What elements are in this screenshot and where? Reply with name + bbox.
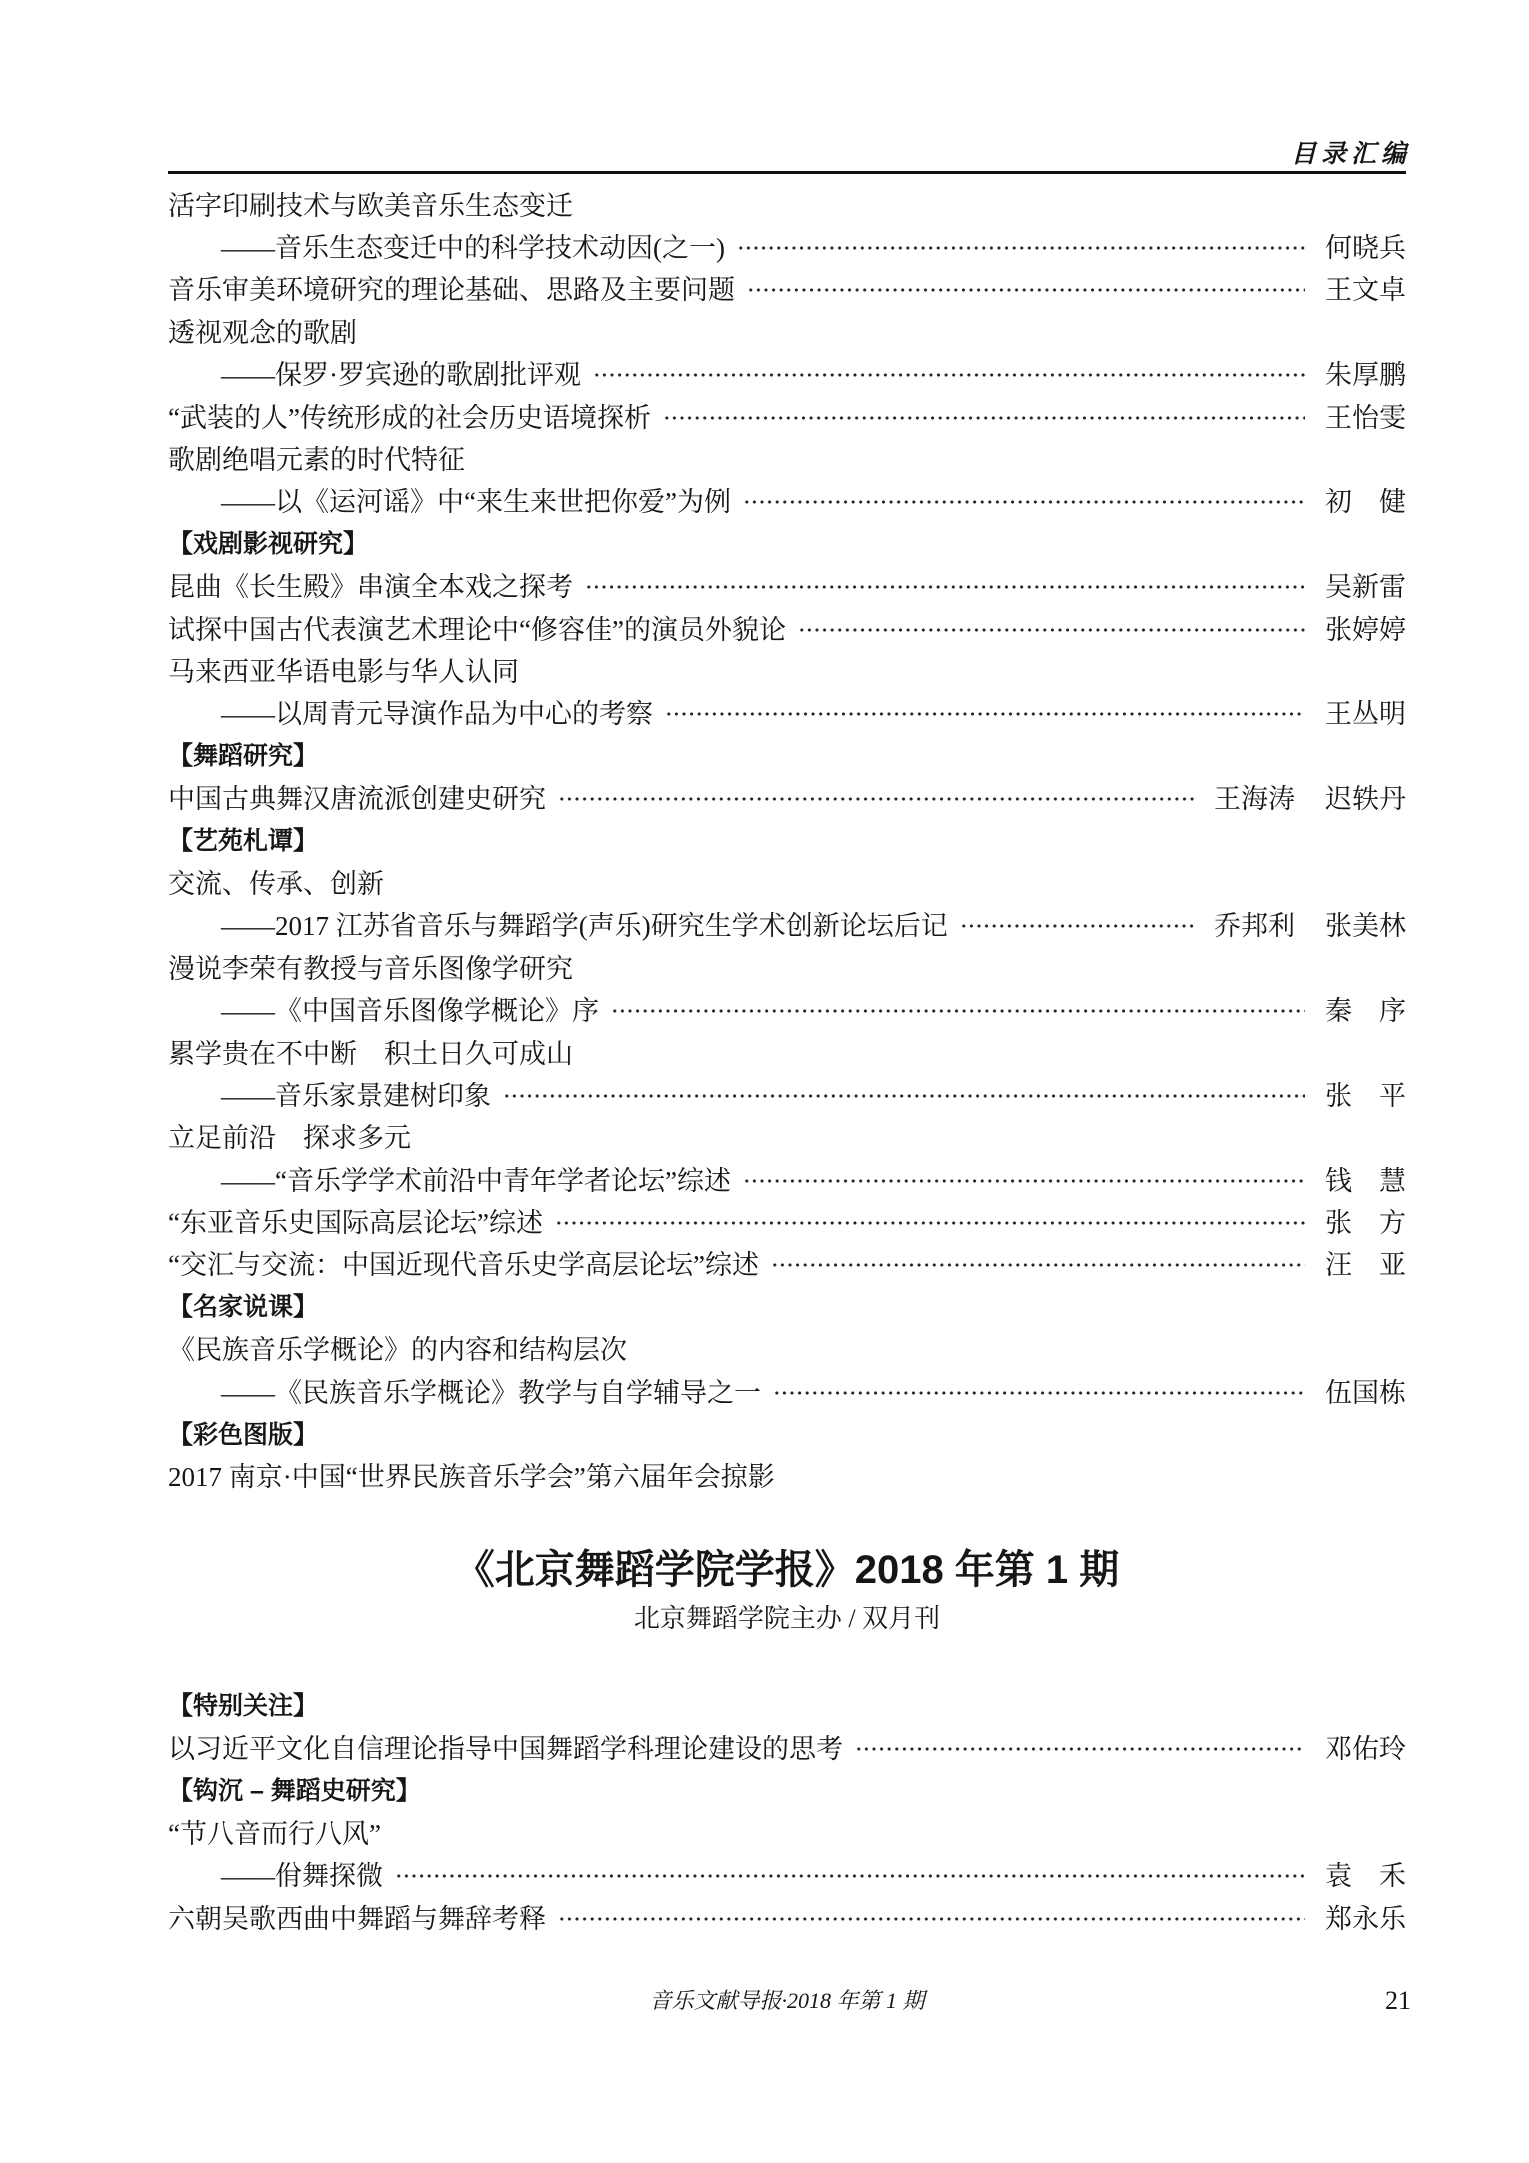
author-name: 吴新雷 <box>1325 572 1406 603</box>
dot-leader <box>798 614 1305 641</box>
toc-entry <box>168 903 1406 945</box>
article-subtitle: ——音乐家景建树印象 <box>221 1080 491 1111</box>
dot-leader <box>747 274 1305 301</box>
page-number: 21 <box>1385 1986 1411 2015</box>
dot-leader <box>555 1207 1305 1234</box>
toc-entry <box>168 1115 1406 1157</box>
author-name: 初 健 <box>1325 487 1406 518</box>
article-title: 马来西亚华语电影与华人认同 <box>168 656 519 687</box>
article-title: “节八音而行八风” <box>168 1818 381 1849</box>
dot-leader <box>611 995 1305 1022</box>
author-name: 何晓兵 <box>1325 233 1406 264</box>
toc-entry <box>168 394 1406 436</box>
toc-entry <box>168 606 1406 648</box>
dot-leader <box>585 571 1305 598</box>
toc-entry <box>168 1072 1406 1114</box>
dot-leader <box>737 232 1305 259</box>
section-heading: 【特别关注】 <box>168 1692 319 1721</box>
dot-leader <box>743 1165 1305 1192</box>
article-title: 音乐审美环境研究的理论基础、思路及主要问题 <box>168 275 735 306</box>
section-heading: 【彩色图版】 <box>168 1420 319 1449</box>
article-subtitle: ——“音乐学学术前沿中青年学者论坛”综述 <box>221 1165 731 1196</box>
article-title: 中国古典舞汉唐流派创建史研究 <box>168 784 546 815</box>
article-title: “交汇与交流：中国近现代音乐史学高层论坛”综述 <box>168 1250 759 1281</box>
toc-entry <box>168 1157 1406 1199</box>
toc-entry <box>168 1199 1406 1241</box>
article-title: “武装的人”传统形成的社会历史语境探析 <box>168 402 651 433</box>
article-subtitle: ——音乐生态变迁中的科学技术动因(之一) <box>221 233 725 264</box>
article-title: 试探中国古代表演艺术理论中“修容佳”的演员外貌论 <box>168 614 786 645</box>
toc-entry <box>168 224 1406 266</box>
author-name: 张美林 <box>1325 911 1406 942</box>
toc-entry <box>168 479 1406 521</box>
toc-entry <box>168 1853 1406 1895</box>
toc-entry <box>168 987 1406 1029</box>
author-name: 王怡雯 <box>1325 402 1406 433</box>
article-subtitle: ——2017 江苏省音乐与舞蹈学(声乐)研究生学术创新论坛后记 <box>221 911 948 942</box>
running-header-title: 目录汇编 <box>1290 139 1411 168</box>
author-name: 朱厚鹏 <box>1325 360 1406 391</box>
article-subtitle: ——以周青元导演作品为中心的考察 <box>221 699 653 730</box>
article-title: “东亚音乐史国际高层论坛”综述 <box>168 1208 543 1239</box>
dot-leader <box>771 1249 1305 1276</box>
article-title: 透视观念的歌剧 <box>168 317 357 348</box>
toc-entry <box>168 436 1406 478</box>
author-name: 王海涛 <box>1214 784 1295 815</box>
article-title: 2017 南京·中国“世界民族音乐学会”第六届年会掠影 <box>168 1462 775 1493</box>
toc-entry <box>168 1327 1406 1369</box>
article-title: 交流、传承、创新 <box>168 868 384 899</box>
toc-entry <box>168 352 1406 394</box>
toc-entry <box>168 775 1406 817</box>
article-title: 漫说李荣有教授与音乐图像学研究 <box>168 953 573 984</box>
article-title: 六朝吴歌西曲中舞蹈与舞辞考释 <box>168 1903 546 1934</box>
author-name: 汪 亚 <box>1325 1250 1406 1281</box>
author-name: 张 方 <box>1325 1208 1406 1239</box>
journal-title: 《北京舞蹈学院学报》2018 年第 1 期 <box>454 1548 1120 1592</box>
toc-entry <box>168 691 1406 733</box>
dot-leader <box>503 1080 1305 1107</box>
article-title: 以习近平文化自信理论指导中国舞蹈学科理论建设的思考 <box>168 1734 843 1765</box>
author-name: 乔邦利 <box>1214 911 1295 942</box>
author-name: 张婷婷 <box>1325 614 1406 645</box>
dot-leader <box>593 359 1305 386</box>
section-heading: 【戏剧影视研究】 <box>168 530 369 559</box>
article-title: 活字印刷技术与欧美音乐生态变迁 <box>168 190 573 221</box>
toc-entry <box>168 648 1406 690</box>
dot-leader <box>558 783 1194 810</box>
dot-leader <box>558 1903 1305 1930</box>
article-title: 昆曲《长生殿》串演全本戏之探考 <box>168 572 573 603</box>
toc-entry <box>168 267 1406 309</box>
article-subtitle: ——保罗·罗宾逊的歌剧批评观 <box>221 360 581 391</box>
toc-entry <box>168 860 1406 902</box>
toc-entry <box>168 1895 1406 1937</box>
article-subtitle: ——以《运河谣》中“来生来世把你爱”为例 <box>221 487 731 518</box>
dot-leader <box>665 698 1305 725</box>
author-name: 伍国栋 <box>1325 1377 1406 1408</box>
toc-entry <box>168 1810 1406 1852</box>
toc-entry <box>168 564 1406 606</box>
author-name: 钱 慧 <box>1325 1165 1406 1196</box>
article-title: 《民族音乐学概论》的内容和结构层次 <box>168 1335 627 1366</box>
article-subtitle: ——《中国音乐图像学概论》序 <box>221 996 599 1027</box>
article-title: 歌剧绝唱元素的时代特征 <box>168 445 465 476</box>
header-rule <box>168 171 1406 174</box>
toc-entry <box>168 1369 1406 1411</box>
toc-entry <box>168 1454 1406 1496</box>
author-name: 王丛明 <box>1325 699 1406 730</box>
toc-entry <box>168 309 1406 351</box>
author-name: 秦 序 <box>1325 996 1406 1027</box>
toc-continued <box>168 182 1406 1496</box>
author-name: 迟轶丹 <box>1325 784 1406 815</box>
section-heading: 【名家说课】 <box>168 1293 319 1322</box>
dot-leader <box>395 1860 1305 1887</box>
toc-entry <box>168 1242 1406 1284</box>
dot-leader <box>960 910 1194 937</box>
section-heading: 【舞蹈研究】 <box>168 742 319 771</box>
article-subtitle: ——《民族音乐学概论》教学与自学辅导之一 <box>221 1377 761 1408</box>
dot-leader <box>773 1377 1305 1404</box>
author-name: 郑永乐 <box>1325 1903 1406 1934</box>
journal-publisher: 北京舞蹈学院主办 / 双月刊 <box>633 1604 941 1633</box>
dot-leader <box>743 486 1305 513</box>
footer-journal-issue: 音乐文献导报·2018 年第 1 期 <box>649 1988 925 2013</box>
author-name: 袁 禾 <box>1325 1861 1406 1892</box>
author-name: 邓佑玲 <box>1325 1734 1406 1765</box>
author-name: 王文卓 <box>1325 275 1406 306</box>
toc-journal <box>168 1683 1406 1937</box>
toc-entry <box>168 1030 1406 1072</box>
dot-leader <box>855 1733 1305 1760</box>
section-heading: 【艺苑札谭】 <box>168 827 319 856</box>
toc-entry <box>168 1725 1406 1767</box>
article-title: 立足前沿 探求多元 <box>168 1123 411 1154</box>
dot-leader <box>663 402 1305 429</box>
article-subtitle: ——佾舞探微 <box>221 1861 383 1892</box>
toc-entry <box>168 182 1406 224</box>
author-name: 张 平 <box>1325 1080 1406 1111</box>
section-heading: 【钩沉 – 舞蹈史研究】 <box>168 1776 421 1805</box>
article-title: 累学贵在不中断 积土日久可成山 <box>168 1038 573 1069</box>
toc-entry <box>168 945 1406 987</box>
